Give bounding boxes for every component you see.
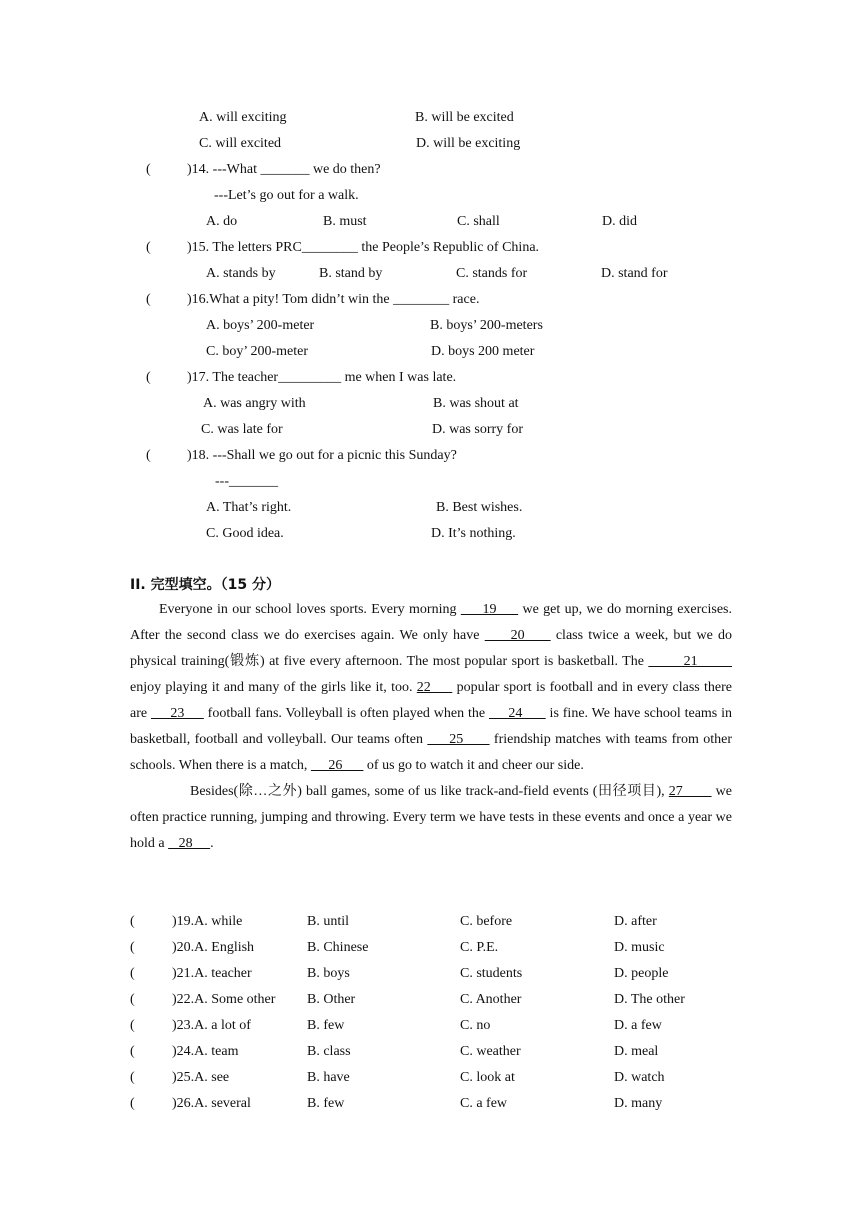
q14-option-c[interactable]: C. shall (457, 214, 500, 229)
q14-answer-paren[interactable]: ( (146, 162, 151, 177)
q17-option-c[interactable]: C. was late for (201, 422, 283, 437)
cloze-answer-paren[interactable]: ( (130, 1096, 135, 1111)
q15-option-b[interactable]: B. stand by (319, 266, 383, 281)
cloze-answer-paren[interactable]: ( (130, 992, 135, 1007)
q13-option-c[interactable]: C. will excited (199, 136, 282, 151)
cloze-option-d[interactable]: D. The other (614, 992, 685, 1007)
q15-answer-paren[interactable]: ( (146, 240, 151, 255)
q18-option-a[interactable]: A. That’s right. (206, 500, 292, 515)
blank-19[interactable]: 19 (460, 602, 519, 617)
cloze-option-c[interactable]: C. P.E. (460, 940, 499, 955)
cloze-option-d[interactable]: D. people (614, 966, 669, 981)
q16-option-c[interactable]: C. boy’ 200-meter (206, 344, 308, 359)
q14-reply: ---Let’s go out for a walk. (214, 188, 359, 203)
cloze-option-a[interactable]: )24.A. team (172, 1044, 239, 1059)
cloze-option-c[interactable]: C. Another (460, 992, 522, 1007)
section-2-title: II. 完型填空。（15 分） (130, 577, 280, 593)
q14-option-b[interactable]: B. must (323, 214, 367, 229)
q17-option-b[interactable]: B. was shout at (433, 396, 519, 411)
q17-stem: )17. The teacher_________ me when I was late. (187, 370, 457, 385)
blank-25[interactable]: 25 (427, 732, 490, 747)
q14-option-a[interactable]: A. do (206, 214, 238, 229)
q16-option-d[interactable]: D. boys 200 meter (431, 344, 535, 359)
cloze-option-b[interactable]: B. have (307, 1070, 350, 1085)
passage-text: popular sport is football and in every class there are (130, 680, 733, 721)
q15-option-d[interactable]: D. stand for (601, 266, 668, 281)
cloze-option-c[interactable]: C. students (460, 966, 523, 981)
passage-text: we often practice running, jumping and throwing. Every term we have tests in these events and once a year we hold a (130, 784, 732, 851)
q16-stem: )16.What a pity! Tom didn’t win the ________ race. (187, 292, 480, 307)
passage-text: Everyone in our school loves sports. Every morning (159, 602, 461, 617)
cloze-option-b[interactable]: B. until (307, 914, 350, 929)
cloze-option-b[interactable]: B. boys (307, 966, 350, 981)
cloze-option-d[interactable]: D. watch (614, 1070, 665, 1085)
passage-paragraph-2 (130, 779, 732, 857)
blank-23[interactable]: 23 (150, 706, 204, 721)
cloze-option-c[interactable]: C. weather (460, 1044, 521, 1059)
q18-answer-paren[interactable]: ( (146, 448, 151, 463)
cloze-option-a[interactable]: )19.A. while (172, 914, 243, 929)
passage-text: . (210, 836, 214, 851)
cloze-option-b[interactable]: B. Chinese (307, 940, 369, 955)
q18-option-c[interactable]: C. Good idea. (206, 526, 284, 541)
blank-21[interactable]: 21 (648, 654, 732, 669)
blank-26[interactable]: 26 (310, 758, 364, 773)
cloze-option-d[interactable]: D. music (614, 940, 665, 955)
cloze-option-d[interactable]: D. meal (614, 1044, 659, 1059)
cloze-option-c[interactable]: C. no (460, 1018, 491, 1033)
q18-reply: ---_______ (215, 474, 278, 489)
cloze-option-a[interactable]: )25.A. see (172, 1070, 230, 1085)
passage-text: is fine. We have school teams in basketball, football and volleyball. Our teams often (130, 706, 733, 747)
q15-option-c[interactable]: C. stands for (456, 266, 528, 281)
q16-option-b[interactable]: B. boys’ 200-meters (430, 318, 543, 333)
blank-20[interactable]: 20 (484, 628, 551, 643)
cloze-option-b[interactable]: B. few (307, 1096, 345, 1111)
cloze-option-d[interactable]: D. a few (614, 1018, 662, 1033)
cloze-option-a[interactable]: )21.A. teacher (172, 966, 252, 981)
q13-option-b[interactable]: B. will be excited (415, 110, 514, 125)
passage-paragraph-1 (130, 597, 732, 779)
blank-22[interactable]: 22 (416, 680, 453, 695)
cloze-answer-paren[interactable]: ( (130, 966, 135, 981)
cloze-option-c[interactable]: C. look at (460, 1070, 515, 1085)
blank-24[interactable]: 24 (488, 706, 546, 721)
cloze-option-b[interactable]: B. Other (307, 992, 356, 1007)
cloze-option-c[interactable]: C. before (460, 914, 513, 929)
cloze-option-a[interactable]: )26.A. several (172, 1096, 251, 1111)
blank-27[interactable]: 27 (668, 784, 712, 799)
cloze-option-d[interactable]: D. many (614, 1096, 663, 1111)
q18-stem: )18. ---Shall we go out for a picnic this Sunday? (187, 448, 457, 463)
q15-stem: )15. The letters PRC________ the People’s Republic of China. (187, 240, 540, 255)
cloze-option-c[interactable]: C. a few (460, 1096, 508, 1111)
blank-28[interactable]: 28 (168, 836, 211, 851)
passage-text: of us go to watch it and cheer our side. (363, 758, 584, 773)
cloze-option-b[interactable]: B. class (307, 1044, 351, 1059)
cloze-answer-paren[interactable]: ( (130, 1070, 135, 1085)
q13-option-d[interactable]: D. will be exciting (416, 136, 521, 151)
q18-option-d[interactable]: D. It’s nothing. (431, 526, 516, 541)
passage-text: we get up, we do morning exercises. After the second class we do exercises again. We only have (130, 602, 732, 643)
passage-text: class twice a week, but we do physical training(锻炼) at five every afternoon. The most popular sport is basketball. The (130, 628, 732, 669)
q14-stem: )14. ---What _______ we do then? (187, 162, 381, 177)
q17-answer-paren[interactable]: ( (146, 370, 151, 385)
cloze-passage (130, 597, 732, 857)
cloze-answer-paren[interactable]: ( (130, 914, 135, 929)
q18-option-b[interactable]: B. Best wishes. (436, 500, 523, 515)
q17-option-a[interactable]: A. was angry with (203, 396, 306, 411)
cloze-answer-paren[interactable]: ( (130, 1018, 135, 1033)
q13-option-a[interactable]: A. will exciting (199, 110, 287, 125)
cloze-answer-paren[interactable]: ( (130, 1044, 135, 1059)
passage-text: football fans. Volleyball is often played when the (203, 706, 489, 721)
passage-text: friendship matches with teams from other schools. When there is a match, (130, 732, 732, 773)
cloze-option-b[interactable]: B. few (307, 1018, 345, 1033)
cloze-option-a[interactable]: )22.A. Some other (172, 992, 276, 1007)
q17-option-d[interactable]: D. was sorry for (432, 422, 523, 437)
q16-option-a[interactable]: A. boys’ 200-meter (206, 318, 315, 333)
q15-option-a[interactable]: A. stands by (206, 266, 276, 281)
cloze-option-a[interactable]: )23.A. a lot of (172, 1018, 251, 1033)
cloze-option-a[interactable]: )20.A. English (172, 940, 255, 955)
passage-text: Besides(除…之外) ball games, some of us like track-and-field events (田径项目), (190, 784, 669, 799)
q14-option-d[interactable]: D. did (602, 214, 637, 229)
passage-text: enjoy playing it and many of the girls like it, too. (130, 680, 417, 695)
cloze-option-d[interactable]: D. after (614, 914, 657, 929)
q16-answer-paren[interactable]: ( (146, 292, 151, 307)
cloze-answer-paren[interactable]: ( (130, 940, 135, 955)
